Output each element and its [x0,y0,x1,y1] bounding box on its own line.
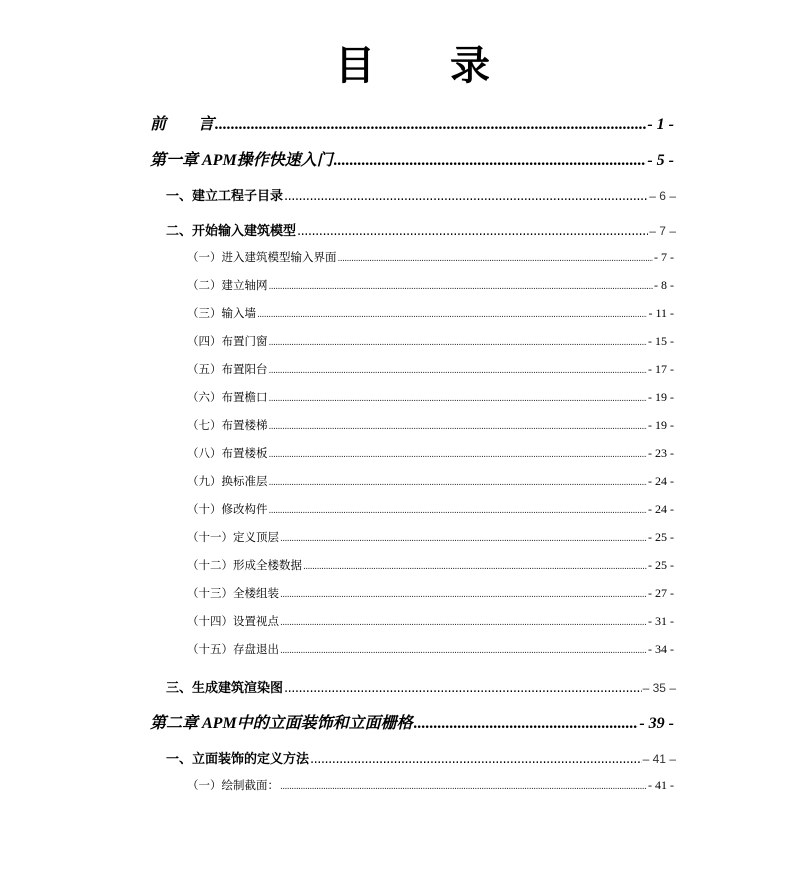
toc-entry-label: （三）输入墙 [187,306,256,320]
dot-leader [280,782,647,792]
dot-leader [269,394,648,404]
toc-entry-label: 前 言 [150,116,215,133]
toc-entry-page: - 39 - [639,715,674,732]
toc-entry-page: - 5 - [647,152,674,169]
dot-leader [310,752,642,767]
toc-entry-page: – 6 – [649,189,676,203]
title-char-2: 录 [450,43,490,89]
toc-entry-label: （十）修改构件 [187,502,268,516]
toc-entry-label: （八）布置楼板 [187,446,268,460]
toc-entry-label: （十二）形成全楼数据 [187,558,302,572]
dot-leader [284,189,648,204]
dot-leader [280,534,647,544]
toc-entry-page: - 23 - [648,446,674,460]
toc-entry-label: 第一章 APM操作快速入门 [150,152,333,169]
toc-entry-page: - 19 - [648,418,674,432]
toc-entry-subsection[interactable] [187,361,674,377]
toc-entry-label: 第二章 APM中的立面装饰和立面栅格 [150,715,413,732]
dot-leader [269,506,648,516]
dot-leader [414,715,639,733]
dot-leader [338,254,654,264]
toc-entry-subsection[interactable] [187,333,674,349]
toc-entry-subsection[interactable] [187,557,674,573]
toc-entry-subsection[interactable] [187,277,674,293]
dot-leader [280,646,647,656]
toc-entry-label: （七）布置楼梯 [187,418,268,432]
toc-entry-label: （四）布置门窗 [187,334,268,348]
toc-entry-section[interactable] [166,185,676,204]
dot-leader [280,618,647,628]
toc-entry-section[interactable] [166,677,676,696]
dot-leader [303,562,647,572]
toc-entry-subsection[interactable] [187,417,674,433]
toc-entry-page: - 41 - [648,778,674,792]
toc-entry-subsection[interactable] [187,445,674,461]
toc-entry-page: - 31 - [648,614,674,628]
dot-leader [257,310,647,320]
dot-leader [269,450,648,460]
toc-entry-subsection[interactable] [187,585,674,601]
toc-entry-page: - 34 - [648,642,674,656]
toc-entry-subsection[interactable] [187,473,674,489]
toc-entry-page: - 1 - [647,116,674,133]
toc-entry-label: （十四）设置视点 [187,614,279,628]
toc-entry-subsection[interactable] [187,249,674,265]
toc-entry-label: （二）建立轴网 [187,278,268,292]
toc-entry-section[interactable] [166,220,676,239]
toc-entry-subsection[interactable] [187,641,674,657]
toc-entry-page: – 35 – [642,681,676,695]
toc-entry-chapter-1[interactable] [150,147,674,170]
toc-entry-label: （五）布置阳台 [187,362,268,376]
dot-leader [269,422,648,432]
toc-entry-subsection[interactable] [187,529,674,545]
toc-entry-preface[interactable] [150,111,674,134]
toc-entry-subsection[interactable] [187,389,674,405]
toc-entry-label: （九）换标准层 [187,474,268,488]
dot-leader [269,366,648,376]
toc-entry-subsection[interactable] [187,305,674,321]
toc-entry-page: – 41 – [642,752,676,766]
toc-entry-page: - 24 - [648,502,674,516]
toc-entry-section[interactable] [166,748,676,767]
toc-entry-page: - 19 - [648,390,674,404]
toc-entry-subsection[interactable] [187,613,674,629]
toc-entry-label: （十五）存盘退出 [187,642,279,656]
toc-entry-chapter-2[interactable] [150,710,674,733]
toc-entry-subsection[interactable] [187,777,674,793]
dot-leader [334,152,647,170]
toc-entry-page: - 25 - [648,558,674,572]
toc-entry-page: - 11 - [648,306,674,320]
toc-entry-page: - 27 - [648,586,674,600]
dot-leader [269,478,648,488]
toc-entry-label: 一、建立工程子目录 [166,189,284,204]
toc-entry-label: 三、生成建筑渲染图 [166,681,284,696]
toc-entry-page: - 7 - [654,250,674,264]
toc-entry-label: （十一）定义顶层 [187,530,279,544]
dot-leader [215,116,646,134]
toc-entry-page: - 15 - [648,334,674,348]
dot-leader [280,590,647,600]
dot-leader [297,224,648,239]
dot-leader [269,338,648,348]
toc-entry-label: 一、立面装饰的定义方法 [166,752,310,767]
dot-leader [284,681,642,696]
toc-entry-label: 二、开始输入建筑模型 [166,224,297,239]
toc-entry-label: （一）绘制截面： [187,778,279,792]
toc-entry-subsection[interactable] [187,501,674,517]
toc-entry-page: - 8 - [654,278,674,292]
toc-entry-page: – 7 – [649,224,676,238]
toc-entry-page: - 25 - [648,530,674,544]
dot-leader [269,282,654,292]
toc-entry-page: - 24 - [648,474,674,488]
toc-entry-label: （六）布置檐口 [187,390,268,404]
title-char-1: 目 [335,43,375,89]
toc-entry-label: （一）进入建筑模型输入界面 [187,250,337,264]
toc-entry-label: （十三）全楼组装 [187,586,279,600]
toc-entry-page: - 17 - [648,362,674,376]
